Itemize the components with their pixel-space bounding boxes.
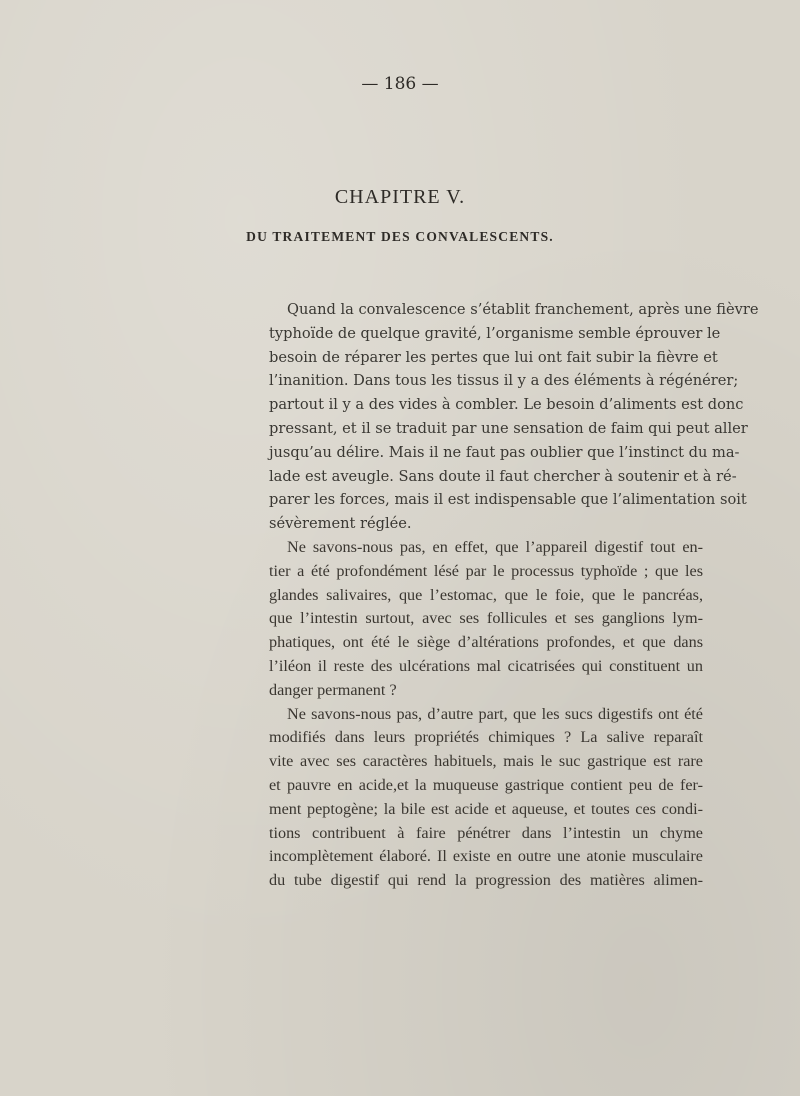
text-line: et pauvre en acide,et la muqueuse gastrique contient peu de fer- (269, 775, 703, 794)
text-line: Ne savons-nous pas, d’autre part, que les sucs digestifs ont été (287, 704, 703, 723)
text-line: ment peptogène; la bile est acide et aqueuse, et toutes ces condi- (269, 799, 703, 818)
text-line: typhoïde de quelque gravité, l’organisme semble éprouver le (269, 324, 721, 342)
chapter-title: CHAPITRE V. (334, 186, 466, 208)
text-line: vite avec ses caractères habituels, mais le suc gastrique est rare (269, 752, 703, 771)
text-line: jusqu’au délire. Mais il ne faut pas oublier que l’instinct du ma- (269, 443, 740, 461)
text-line: Quand la convalescence s’établit franchement, après une fièvre (287, 301, 759, 318)
text-line: lade est aveugle. Sans doute il faut chercher à soutenir et à ré- (269, 467, 737, 485)
page-number: — 186 — (361, 74, 439, 94)
text-line: que l’intestin surtout, avec ses follicules et ses ganglions lym- (269, 609, 703, 628)
paragraph-3 (269, 703, 703, 893)
text-line: phatiques, ont été le siège d’altérations profondes, et que dans (269, 633, 703, 652)
text-line: besoin de réparer les pertes que lui ont fait subir la fièvre et (269, 348, 718, 366)
text-line: du tube digestif qui rend la progression des matières alimen- (269, 871, 703, 890)
text-line: parer les forces, mais il est indispensable que l’alimentation soit (269, 491, 747, 509)
text-line: l’iléon il reste des ulcérations mal cicatrisées qui constituent un (269, 656, 703, 675)
body-text (269, 298, 759, 893)
paragraph-2 (269, 536, 703, 703)
paragraph-1 (269, 298, 759, 536)
text-line: sévèrement réglée. (269, 515, 412, 533)
text-line: modifiés dans leurs propriétés chimiques ? La salive reparaît (269, 728, 703, 747)
text-line: incomplètement élaboré. Il existe en outre une atonie musculaire (269, 847, 703, 866)
chapter-subtitle: DU TRAITEMENT DES CONVALESCENTS. (246, 229, 554, 244)
text-line: l’inanition. Dans tous les tissus il y a des éléments à régénérer; (269, 372, 739, 390)
text-line: danger permanent ? (269, 680, 397, 699)
text-line: tier a été profondément lésé par le processus typhoïde ; que les (269, 561, 703, 580)
text-line: glandes salivaires, que l’estomac, que le foie, que le pancréas, (269, 585, 703, 604)
text-line: partout il y a des vides à combler. Le besoin d’aliments est donc (269, 396, 744, 414)
text-line: pressant, et il se traduit par une sensation de faim qui peut aller (269, 419, 748, 437)
text-line: Ne savons-nous pas, en effet, que l’appareil digestif tout en- (287, 537, 703, 556)
text-line: tions contribuent à faire pénétrer dans l’intestin un chyme (269, 823, 703, 842)
